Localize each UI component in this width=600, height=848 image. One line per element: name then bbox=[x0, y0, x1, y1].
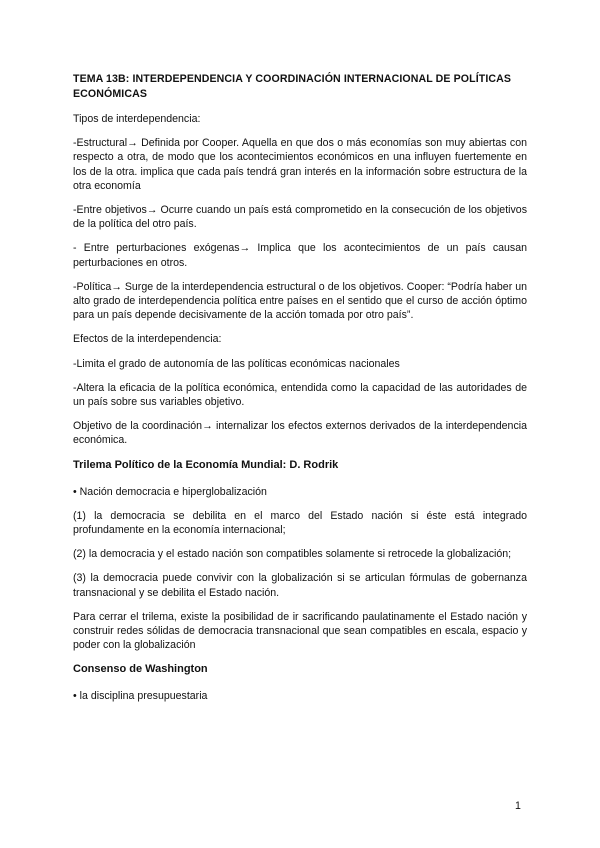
paragraph-tipos: Tipos de interdependencia: bbox=[73, 113, 201, 125]
paragraph-efectos: Efectos de la interdependencia: bbox=[73, 333, 222, 346]
paragraph-politica: -Política→ Surge de la interdependencia estructural o de los objetivos. Cooper: “Podría haber un alto grado de interdependencia política entre países en el sentido que el curso de acción óptimo para un país depende decisivamente de la acción tomada por otro país”. bbox=[73, 280, 527, 322]
page-number: 1 bbox=[515, 800, 521, 812]
heading-consenso: Consenso de Washington bbox=[73, 663, 208, 676]
paragraph-altera: -Altera la eficacia de la política económica, entendida como la capacidad de las autoridades de un país sobre sus variables objetivo. bbox=[73, 381, 527, 409]
paragraph-entre-objetivos: -Entre objetivos→ Ocurre cuando un país está comprometido en la consecución de los objetivos de la política del otro país. bbox=[73, 204, 527, 231]
trilema-point-3: (3) la democracia puede convivir con la globalización si se articulan fórmulas de gobernanza transnacional y se debilita el Estado nación. bbox=[73, 572, 527, 599]
paragraph-estructural: -Estructural→ Definida por Cooper. Aquella en que dos o más economías son muy abiertas con respecto a otra, de modo que los acontecimientos económicos en una influyen fuertemente en los de la otra. implica que cada país tendrá gran interés en la información sobre estructura de la otra economía bbox=[73, 137, 527, 192]
trilema-bullet: • Nación democracia e hiperglobalización bbox=[73, 485, 267, 498]
paragraph-limita: -Limita el grado de autonomía de las políticas económicas nacionales bbox=[73, 357, 400, 370]
document-title: TEMA 13B: INTERDEPENDENCIA Y COORDINACIÓN INTERNACIONAL DE POLÍTICAS ECONÓMICAS bbox=[73, 73, 512, 100]
trilema-point-1: (1) la democracia se debilita en el marco del Estado nación si éste está integrado profundamente en la economía internacional; bbox=[73, 509, 527, 537]
paragraph-perturbaciones: - Entre perturbaciones exógenas→ Implica que los acontecimientos de un país causan perturbaciones en otros. bbox=[73, 242, 527, 269]
paragraph-objetivo-coordinacion: Objetivo de la coordinación→ internalizar los efectos externos derivados de la interdependencia económica. bbox=[73, 420, 527, 447]
trilema-point-2: (2) la democracia y el estado nación son compatibles solamente si retrocede la globalización; bbox=[73, 548, 512, 561]
consenso-bullet: • la disciplina presupuestaria bbox=[73, 690, 208, 703]
heading-trilema: Trilema Político de la Economía Mundial: D. Rodrik bbox=[73, 458, 339, 471]
page-content bbox=[73, 72, 527, 714]
trilema-conclusion: Para cerrar el trilema, existe la posibilidad de ir sacrificando paulatinamente el Estado nación y construir redes sólidas de democracia transnacional que sean compatibles en escala, espacio y poder con la globalización bbox=[73, 610, 527, 652]
